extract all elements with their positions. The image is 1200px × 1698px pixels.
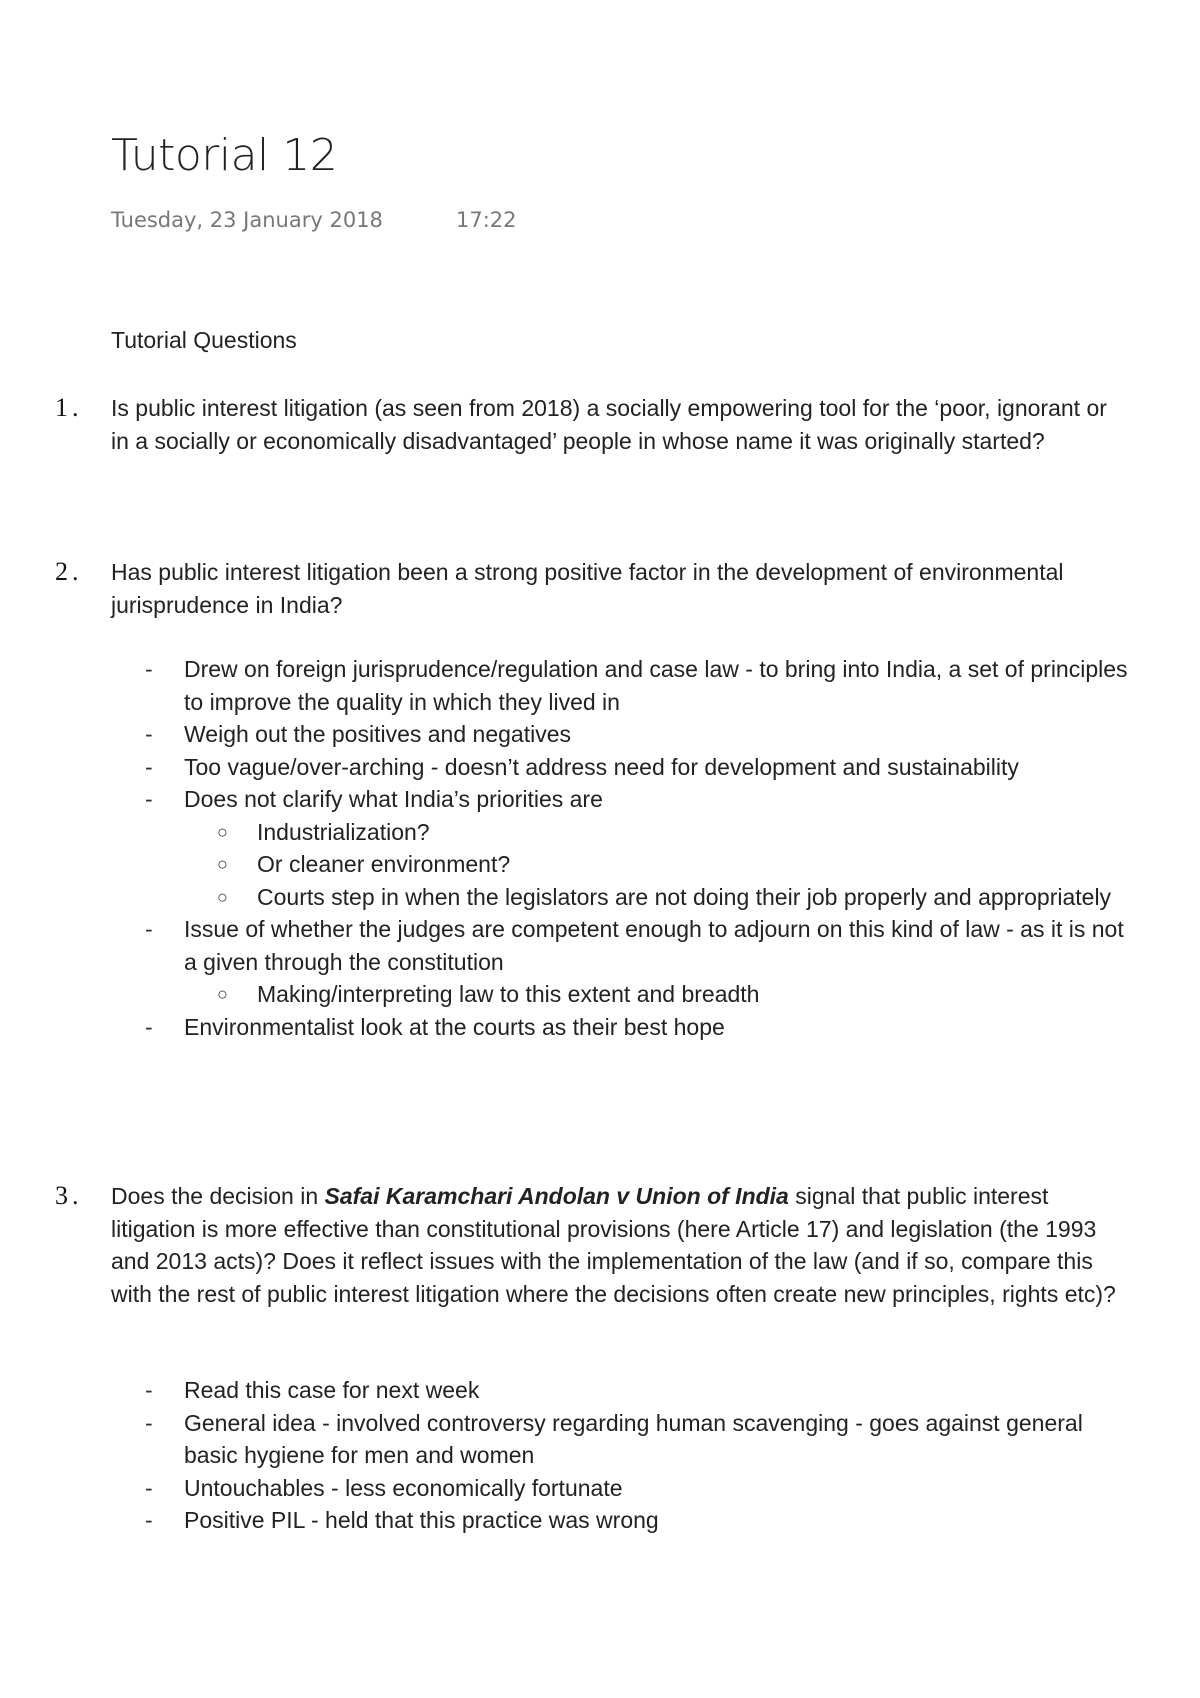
case-name: Safai Karamchari Andolan v Union of India xyxy=(324,1183,789,1209)
list-item: - Does not clarify what India’s priorities are xyxy=(184,783,1134,816)
list-item: - Too vague/over-arching - doesn’t address need for development and sustainability xyxy=(184,751,1134,784)
question-1 xyxy=(55,392,1131,457)
question-3 xyxy=(55,1180,1131,1310)
dash-bullet: - xyxy=(145,656,153,682)
dash-bullet: - xyxy=(145,1507,153,1533)
sub-list-item: ○ Making/interpreting law to this extent and breadth xyxy=(257,978,1134,1011)
list-item: - Weigh out the positives and negatives xyxy=(184,718,1134,751)
page-date: Tuesday, 23 January 2018 xyxy=(111,208,383,232)
sub-list-item: ○ Industrialization? xyxy=(257,816,1134,849)
dash-bullet: - xyxy=(145,753,153,780)
question-number: 1 . xyxy=(55,393,79,422)
page-datetime xyxy=(111,208,517,232)
circle-bullet: ○ xyxy=(217,886,228,907)
question-2-notes xyxy=(145,653,1134,1043)
dash-bullet: - xyxy=(145,1013,153,1040)
question-number: 3 . xyxy=(55,1181,79,1210)
page-title: Tutorial 12 xyxy=(111,130,338,181)
list-item: - Drew on foreign jurisprudence/regulation and case law - to bring into India, a set of principles to improve the quality in which they lived in xyxy=(184,653,1134,718)
question-3-notes xyxy=(145,1374,1134,1537)
question-number: 2 . xyxy=(55,557,79,586)
page-time: 17:22 xyxy=(456,208,517,232)
list-item: - Untouchables - less economically fortunate xyxy=(184,1472,1134,1505)
circle-bullet: ○ xyxy=(217,821,228,842)
list-item: - General idea - involved controversy regarding human scavenging - goes against general basic hygiene for men and women xyxy=(184,1407,1134,1472)
question-text: Is public interest litigation (as seen from 2018) a socially empowering tool for the ‘poor, ignorant or in a socially or economically disadvantaged’ people in whose name it was originally started? xyxy=(111,395,1107,454)
dash-bullet: - xyxy=(145,721,153,747)
list-item: - Read this case for next week xyxy=(184,1374,1134,1407)
question-2 xyxy=(55,556,1131,621)
dash-bullet: - xyxy=(145,1377,153,1403)
question-text: Has public interest litigation been a strong positive factor in the development of environmental jurisprudence in India? xyxy=(111,559,1064,618)
circle-bullet: ○ xyxy=(217,854,228,874)
section-heading: Tutorial Questions xyxy=(111,327,297,353)
sub-list-item: ○ Or cleaner environment? xyxy=(257,848,1134,881)
dash-bullet: - xyxy=(145,916,153,942)
sub-list-item: ○ Courts step in when the legislators are not doing their job properly and appropriately xyxy=(257,881,1134,914)
dash-bullet: - xyxy=(145,1474,153,1501)
circle-bullet: ○ xyxy=(217,984,228,1004)
question-text: Does the decision in Safai Karamchari Andolan v Union of India signal that public interest litigation is more effective than constitutional provisions (here Article 17) and legislation (the 1993 and 2013 acts)? Does it reflect issues with the implementation of the law (and if so, compare this with the rest of public interest litigation where the decisions often create new principles, rights etc)? xyxy=(111,1183,1116,1307)
dash-bullet: - xyxy=(145,786,153,812)
list-item: - Positive PIL - held that this practice was wrong xyxy=(184,1504,1134,1537)
list-item: - Issue of whether the judges are competent enough to adjourn on this kind of law - as it is not a given through the constitution xyxy=(184,913,1134,978)
list-item: - Environmentalist look at the courts as their best hope xyxy=(184,1011,1134,1044)
dash-bullet: - xyxy=(145,1409,153,1436)
